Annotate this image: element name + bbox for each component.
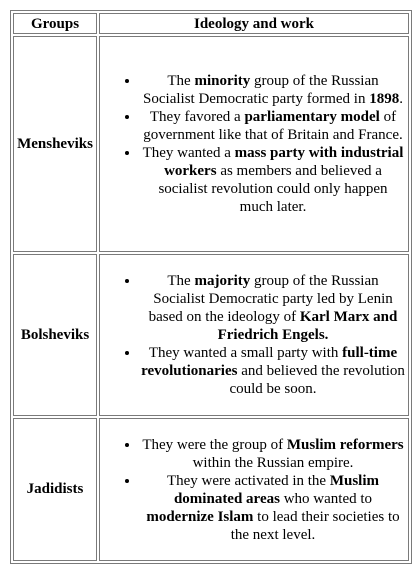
text-run: They favored a	[149, 109, 245, 125]
text-run: They were the group of	[142, 436, 287, 453]
bold-text: mass party with industrial workers	[164, 145, 404, 179]
text-run: and believed the revolution could be soon.	[229, 363, 405, 397]
bullet-point	[140, 144, 406, 216]
table-header-row	[13, 13, 409, 34]
text-run: group of the Russian Socialist Democratic party formed in	[143, 73, 379, 107]
text-run: as members and believed a socialist revolution could only happen much later.	[158, 163, 388, 215]
table-row	[13, 254, 409, 416]
bullet-point	[140, 436, 406, 472]
text-run: They wanted a small party with	[148, 345, 343, 361]
ideology-table	[10, 10, 412, 564]
bold-text: 1898	[369, 91, 400, 107]
text-run: within the Russian empire.	[192, 454, 354, 471]
bold-text: Muslim reformers	[286, 436, 404, 453]
bullet-point	[140, 72, 406, 108]
ideology-cell	[99, 418, 409, 561]
bold-text: Muslim dominated areas	[173, 472, 379, 507]
bullet-point	[140, 108, 406, 144]
bold-text: full-time revolutionaries	[141, 345, 398, 379]
bullet-point	[140, 472, 406, 544]
bold-text: minority	[194, 73, 251, 89]
text-run: The	[167, 273, 195, 289]
text-run: of government like that of Britain and France.	[143, 109, 403, 143]
bold-text: parliamentary model	[244, 109, 380, 125]
text-run: The	[167, 73, 195, 89]
ideology-cell	[99, 36, 409, 252]
bold-text: majority	[194, 273, 251, 289]
bullet-point	[140, 344, 406, 398]
text-run: to lead their societies to the next level.	[230, 508, 400, 543]
group-name-jadidists: Jadidists	[13, 418, 97, 561]
bold-text: modernize Islam	[146, 508, 254, 525]
text-run: They wanted a	[142, 145, 235, 161]
group-name-bolsheviks: Bolsheviks	[13, 254, 97, 416]
table-row	[13, 418, 409, 561]
text-run: who wanted to	[279, 490, 373, 507]
bullet-point	[140, 272, 406, 344]
ideology-cell	[99, 254, 409, 416]
table-row	[13, 36, 409, 252]
document-page	[10, 10, 410, 564]
bold-text: Karl Marx and Friedrich Engels.	[217, 309, 398, 343]
point-list	[100, 72, 408, 216]
point-list	[100, 272, 408, 398]
header-ideology: Ideology and work	[99, 13, 409, 34]
group-name-mensheviks: Mensheviks	[13, 36, 97, 252]
text-run: They were activated in the	[166, 472, 330, 489]
point-list	[100, 436, 408, 544]
text-run: group of the Russian Socialist Democratic party led by Lenin based on the ideology of	[148, 273, 393, 325]
text-run: .	[399, 91, 403, 107]
header-groups: Groups	[13, 13, 97, 34]
